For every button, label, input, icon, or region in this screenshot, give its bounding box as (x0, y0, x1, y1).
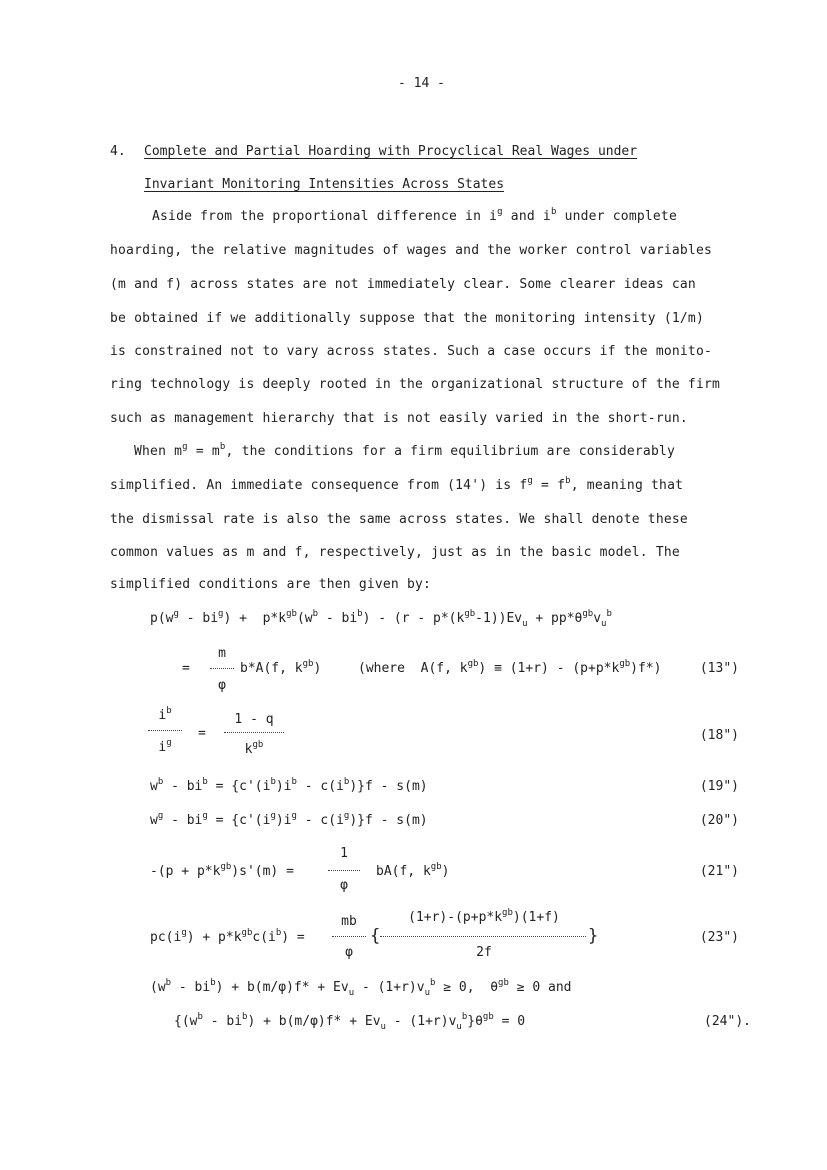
paragraph2-line3: the dismissal rate is also the same across states. We shall denote these (110, 512, 688, 527)
equation-18-right-num: 1 - q (234, 712, 274, 727)
paragraph1-line4: be obtained if we additionally suppose that the monitoring intensity (1/m) (110, 311, 704, 326)
equation-21-frac-num: 1 (340, 846, 348, 861)
paragraph1-line1: Aside from the proportional difference in $i^g$ and $i^b$ under complete (152, 207, 677, 224)
equation-21-frac-den: φ (340, 878, 348, 893)
equation-23-frac2-num: $(1+r)-(p+p*k^{gb})(1+f)$ (408, 908, 560, 925)
equation-18-right-bar (224, 732, 284, 733)
equation-13-where: (where A(f, $k^{gb}) \equiv (1+r) - (p+p*k^{gb})f*$) (358, 659, 662, 676)
equation-23-frac2-den: 2f (476, 945, 492, 960)
equation-21-frac-bar (328, 870, 360, 871)
equation-23-open-brace: { (370, 926, 381, 946)
section-number: 4. (110, 144, 126, 159)
equation-21-lhs: $-(p + p*k^{gb})s'(m)$ = (150, 862, 294, 879)
equation-24-line2: $\{(w^b - bi^b) + b(m/\varphi)f* + Ev_u - (1+r)v_u^b\}\theta^{gb} = 0$ (174, 1012, 526, 1032)
equation-19: $w^b - bi^b = \{c'(i^b)i^b - c(i^b)\}f - s(m)$ (150, 777, 428, 794)
equation-23-frac1-den: φ (345, 945, 353, 960)
page-number: - 14 - (398, 76, 445, 91)
equation-13-rhs: b*A(f, $k^{gb}$) (240, 659, 322, 676)
equation-21-label: (21") (699, 864, 739, 879)
equation-23-frac1-bar (332, 936, 366, 937)
paragraph2-line5: simplified conditions are then given by: (110, 577, 432, 592)
equation-23-label: (23") (699, 930, 739, 945)
section-title-line2: Invariant Monitoring Intensities Across States (144, 177, 505, 192)
equation-23-lhs: $pc(i^g) + p*k^{gb}c(i^b)$ = (150, 928, 305, 945)
paragraph1-line6: ring technology is deeply rooted in the organizational structure of the firm (110, 377, 721, 392)
section-title-line1: Complete and Partial Hoarding with Procyclical Real Wages under (144, 144, 638, 159)
equation-13-line1: $p(w^g - bi^g) + p*k^{gb}(w^b - bi^b) - (r - p*(k^{gb}-1))Ev_u + pp*\theta^{gb}v_u^b$ (150, 609, 612, 629)
equation-18-left-num: $i^b$ (158, 706, 172, 723)
equation-13-label: (13") (699, 661, 739, 676)
equation-20: $w^g - bi^g = \{c'(i^g)i^g - c(i^g)\}f - s(m)$ (150, 811, 428, 828)
paragraph1-line7: such as management hierarchy that is not easily varied in the short-run. (110, 411, 688, 426)
equation-21-rhs: bA(f, $k^{gb}$) (376, 862, 450, 879)
equation-13-frac-num: m (218, 646, 226, 661)
equation-19-label: (19") (699, 779, 739, 794)
paragraph2-line4: common values as m and f, respectively, just as in the basic model. The (110, 545, 680, 560)
equation-13-equals: = (182, 661, 190, 676)
equation-13-frac-bar (210, 668, 234, 669)
equation-24-label: (24"). (704, 1014, 751, 1029)
equation-18-left-den: $i^g$ (158, 738, 172, 755)
equation-23-close-brace: } (588, 926, 599, 946)
paragraph1-line5: is constrained not to vary across states. Such a case occurs if the monito- (110, 344, 712, 359)
equation-20-label: (20") (699, 813, 739, 828)
paragraph2-line2: simplified. An immediate consequence from (14') is $f^g = f^b$, meaning that (110, 476, 684, 493)
equation-23-frac1-num: mb (341, 914, 357, 929)
paragraph2-line1: When $m^g = m^b$, the conditions for a firm equilibrium are considerably (134, 442, 676, 459)
equation-23-frac2-bar (380, 936, 586, 937)
paragraph1-line2: hoarding, the relative magnitudes of wages and the worker control variables (110, 243, 712, 258)
equation-18-right-den: $k^{gb}$ (244, 740, 264, 757)
equation-18-label: (18") (699, 728, 739, 743)
equation-24-line1: $(w^b - bi^b) + b(m/\varphi)f* + Ev_u - (1+r)v_u^b \ge 0$, $\theta^{gb} \ge 0$ and (150, 978, 572, 998)
equation-13-frac-den: φ (218, 678, 226, 693)
equation-18-equals: = (198, 726, 206, 741)
equation-18-left-bar (148, 730, 182, 731)
paragraph1-line3: (m and f) across states are not immediately clear. Some clearer ideas can (110, 277, 696, 292)
